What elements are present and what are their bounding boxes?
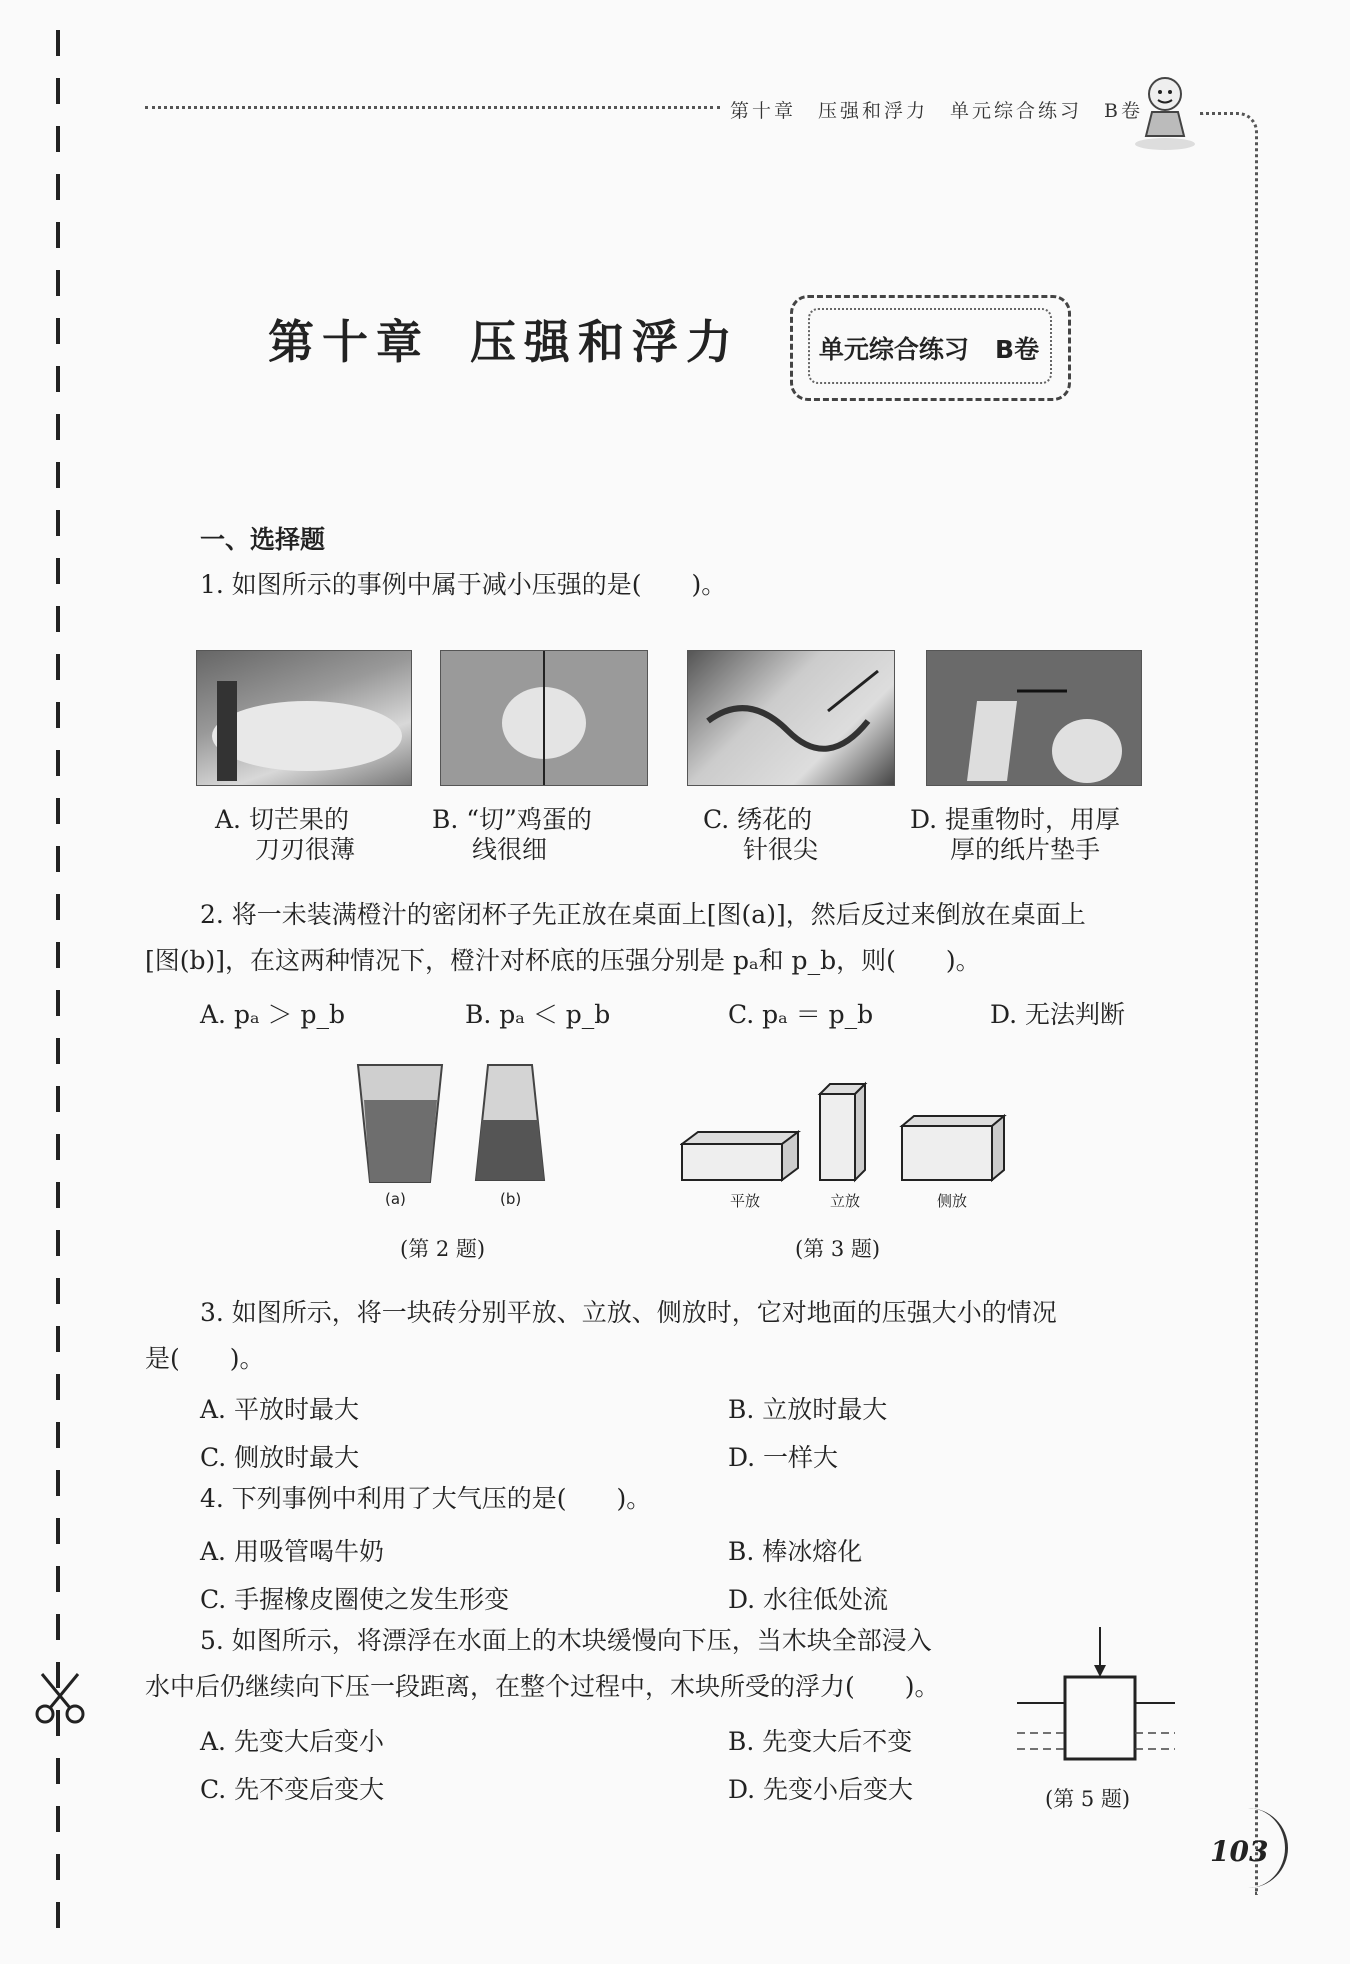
chapter-title [268,306,740,372]
q3-option-c: C. 侧放时最大 [200,1443,360,1472]
q2-cup-b [470,1060,550,1190]
q5-stem-line1: 5. 如图所示，将漂浮在水面上的木块缓慢向下压，当木块全部浸入 [200,1626,932,1655]
q1-photo-b [440,650,648,786]
q3-stem-line1: 3. 如图所示，将一块砖分别平放、立放、侧放时，它对地面的压强大小的情况 [200,1298,1057,1327]
chapter-name: 压强和浮力 [470,315,740,369]
q4-option-a: A. 用吸管喝牛奶 [200,1537,384,1566]
q2-option-c: C. pₐ ＝ p_b [728,1000,874,1029]
brick-standing [820,1084,865,1180]
q2-option-d: D. 无法判断 [990,1000,1126,1029]
q1-option-b: B. “切”鸡蛋的 线很细 [432,805,592,864]
q3-fig-label-side: 侧放 [937,1192,968,1210]
q2-fig-label-a: (a) [385,1190,406,1208]
q1-option-d: D. 提重物时，用厚 厚的纸片垫手 [910,805,1121,864]
q3-option-b: B. 立放时最大 [728,1395,888,1424]
q5-option-b: B. 先变大后不变 [728,1727,913,1756]
q2-stem-line1: 2. 将一未装满橙汁的密闭杯子先正放在桌面上[图(a)]，然后反过来倒放在桌面上 [200,900,1086,929]
unit-badge [808,330,1050,366]
q1-option-c: C. 绣花的 针很尖 [703,805,819,864]
q3-caption: (第 3 题) [795,1237,881,1261]
paper-label: B卷 [995,335,1040,364]
q1-stem: 1. 如图所示的事例中属于减小压强的是( )。 [200,570,727,599]
section-heading: 一、选择题 [200,525,326,554]
scissors-icon [30,1670,90,1730]
q2-option-a: A. pₐ ＞ p_b [200,1000,345,1029]
mascot-icon [1130,72,1200,152]
q5-option-c: C. 先不变后变大 [200,1775,385,1804]
q2-caption: (第 2 题) [400,1237,486,1261]
q5-block-figure [1015,1625,1175,1775]
q3-bricks [680,1080,1020,1190]
q4-stem: 4. 下列事例中利用了大气压的是( )。 [200,1484,652,1513]
q5-caption: (第 5 题) [1045,1787,1131,1811]
cut-line [56,30,60,1940]
q2-stem-line2: [图(b)]，在这两种情况下，橙汁对杯底的压强分别是 pₐ和 p_b，则( )。 [145,946,981,975]
q1-photo-c [687,650,895,786]
q4-option-d: D. 水往低处流 [728,1585,889,1614]
running-header: 第十章 压强和浮力 单元综合练习 B卷 [730,100,1143,122]
brick-side [902,1116,1004,1180]
q3-fig-label-flat: 平放 [730,1192,761,1210]
q1-option-a: A. 切芒果的 刀刃很薄 [215,805,356,864]
q4-option-b: B. 棒冰熔化 [728,1537,863,1566]
q2-option-b: B. pₐ ＜ p_b [465,1000,611,1029]
unit-label: 单元综合练习 [818,335,969,364]
q5-option-a: A. 先变大后变小 [200,1727,384,1756]
q4-option-c: C. 手握橡皮圈使之发生形变 [200,1585,510,1614]
brick-flat [682,1132,798,1180]
q2-fig-label-b: (b) [500,1190,522,1208]
q3-stem-line2: 是( )。 [145,1344,265,1373]
q3-fig-label-standing: 立放 [830,1192,861,1210]
q5-stem-line2: 水中后仍继续向下压一段距离，在整个过程中，木块所受的浮力( )。 [145,1672,940,1701]
q2-cup-a [350,1060,460,1190]
chapter-number: 第十章 [268,315,430,369]
q5-option-d: D. 先变小后变大 [728,1775,914,1804]
page-number: 103 [1210,1835,1269,1868]
q3-option-a: A. 平放时最大 [200,1395,359,1424]
q1-photo-d [926,650,1142,786]
page-border [1200,112,1258,1895]
q3-option-d: D. 一样大 [728,1443,839,1472]
q1-photo-a [196,650,412,786]
header-rule [145,106,720,109]
